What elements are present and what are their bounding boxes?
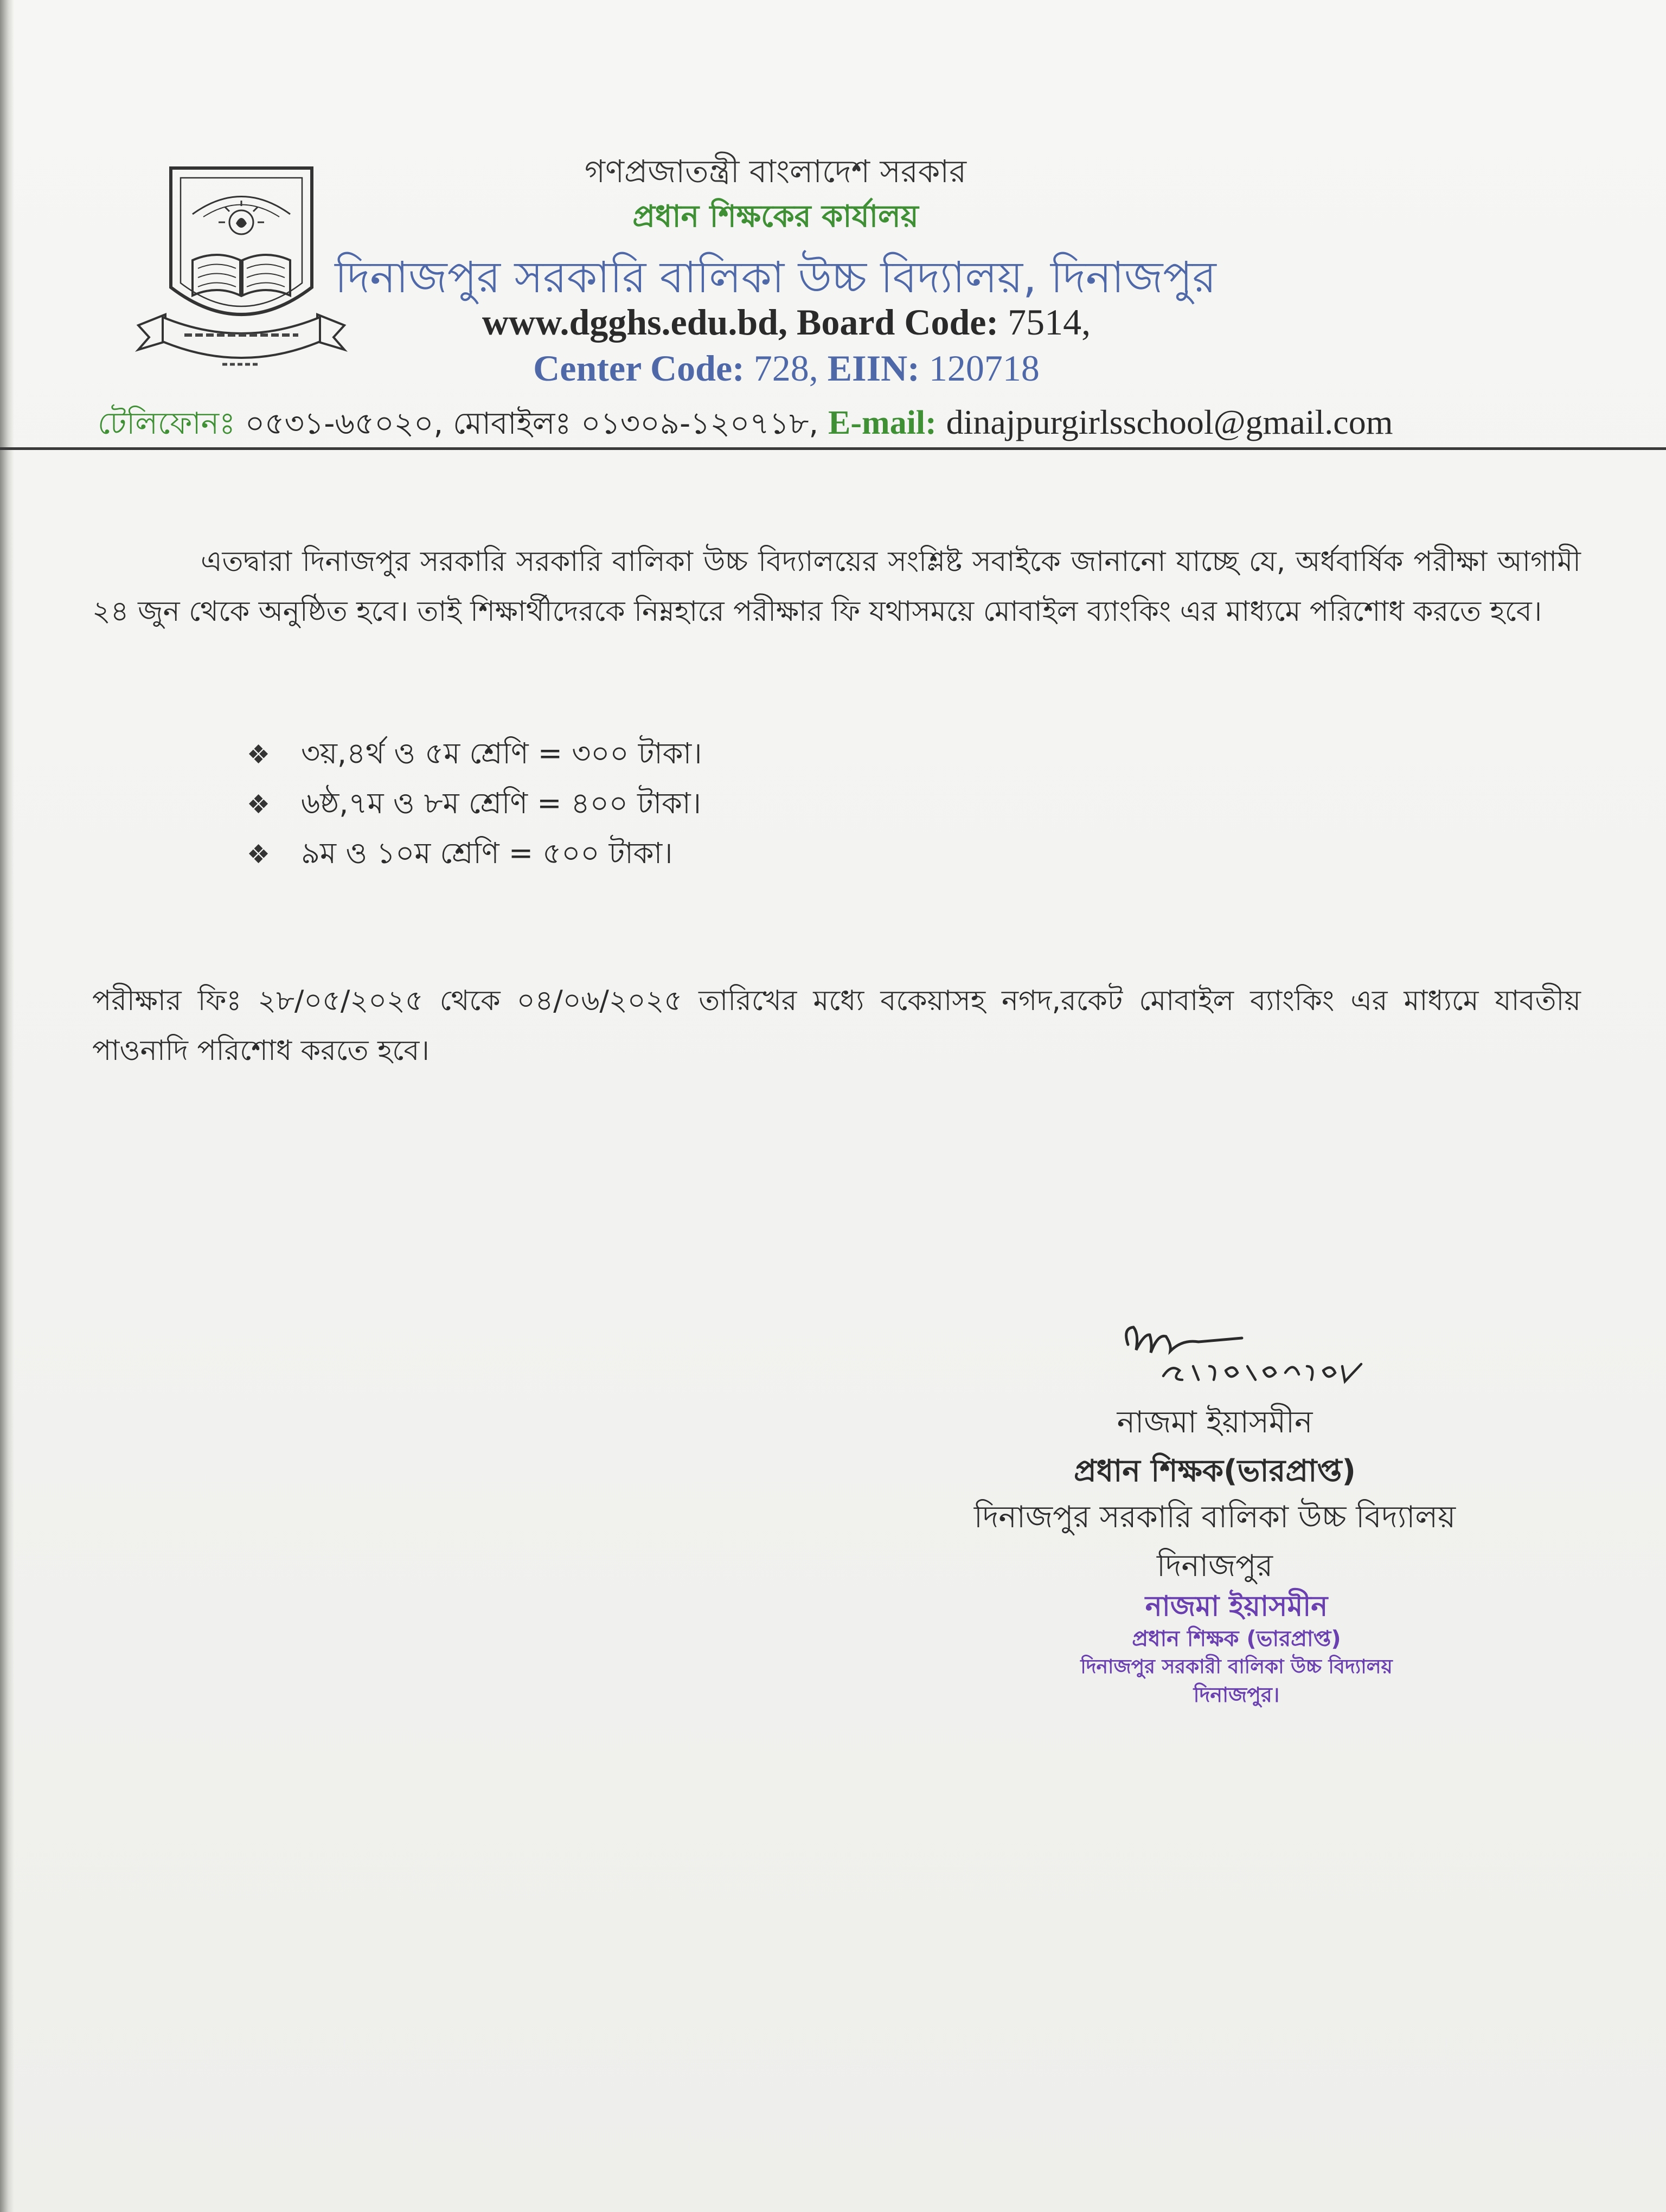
fee-item-text: ৬ষ্ঠ,৭ম ও ৮ম শ্রেণি = ৪০০ টাকা। (301, 786, 701, 820)
fee-item-text: ৩য়,৪র্থ ও ৫ম শ্রেণি = ৩০০ টাকা। (301, 736, 702, 770)
eiin-label: EIIN: (827, 348, 920, 389)
phone-label: টেলিফোনঃ (98, 406, 235, 441)
diamond-bullet-icon: ❖ (247, 839, 271, 870)
signatory-city: দিনাজপুর (1156, 1548, 1273, 1584)
header-divider (0, 447, 1666, 450)
center-code-value: 728, (753, 348, 818, 389)
diamond-bullet-icon: ❖ (247, 740, 271, 770)
fee-item (247, 829, 702, 879)
website-board-code-line (325, 301, 1247, 344)
school-name-heading: দিনাজপুর সরকারি বালিকা উচ্চ বিদ্যালয়, দিনাজপুর (335, 252, 1216, 303)
diamond-bullet-icon: ❖ (247, 789, 271, 820)
board-code-value: 7514, (1008, 301, 1091, 343)
exam-fee-list (247, 729, 702, 879)
seal-city: দিনাজপুর। (1193, 1683, 1280, 1707)
mobile-value: ০১৩০৯-১২০৭১৮, (581, 406, 819, 441)
phone-value: ০৫৩১-৬৫০২০, (245, 406, 444, 441)
seal-title: প্রধান শিক্ষক (ভারপ্রাপ্ত) (1132, 1626, 1341, 1651)
seal-school: দিনাজপুর সরকারী বালিকা উচ্চ বিদ্যালয় (1080, 1656, 1393, 1678)
notice-intro-paragraph: এতদ্বারা দিনাজপুর সরকারি সরকারি বালিকা উচ্চ বিদ্যালয়ের সংশ্লিষ্ট সবাইকে জানানো যাচ্ছে যে, অর্ধবার্ষিক পরীক্ষা আগামী ২৪ জুন থেকে অনুষ্ঠিত হবে। তাই শিক্ষার্থীদেরকে নিম্নহারে পরীক্ষার ফি যথাসময়ে মোবাইল ব্যাংকিং এর মাধ্যমে পরিশোধ করতে হবে। (92, 545, 1581, 628)
email-label: E-mail: (828, 404, 937, 441)
center-code-label: Center Code: (533, 348, 745, 389)
board-code-label: Board Code: (797, 301, 999, 343)
center-code-eiin-line (325, 347, 1247, 390)
fee-item (247, 729, 702, 779)
handwritten-signature (1117, 1312, 1421, 1393)
contact-line (98, 400, 1616, 451)
fee-item-text: ৯ম ও ১০ম শ্রেণি = ৫০০ টাকা। (301, 836, 673, 870)
signatory-title: প্রধান শিক্ষক(ভারপ্রাপ্ত) (1073, 1454, 1356, 1489)
signatory-school: দিনাজপুর সরকারি বালিকা উচ্চ বিদ্যালয় (973, 1500, 1456, 1535)
signatory-name: নাজমা ইয়াসমীন (1117, 1405, 1313, 1440)
website-link[interactable]: www.dgghs.edu.bd, (482, 301, 787, 343)
office-title: প্রধান শিক্ষকের কার্যালয় (632, 199, 919, 234)
official-seal-stamp (965, 1589, 1508, 1709)
mobile-label: মোবাইলঃ (453, 406, 572, 441)
page-shadow-edge (0, 0, 14, 2212)
seal-name: নাজমা ইয়াসমীন (1145, 1590, 1328, 1623)
government-title: গণপ্রজাতন্ত্রী বাংলাদেশ সরকার (584, 153, 967, 190)
eiin-value: 120718 (928, 348, 1040, 389)
fee-item (247, 779, 702, 829)
payment-instruction-paragraph: পরীক্ষার ফিঃ ২৮/০৫/২০২৫ থেকে ০৪/০৬/২০২৫ তারিখের মধ্যে বকেয়াসহ নগদ,রকেট মোবাইল ব্যাংকিং এর মাধ্যমে যাবতীয় পাওনাদি পরিশোধ করতে হবে। (92, 985, 1581, 1067)
email-address[interactable]: dinajpurgirlsschool@gmail.com (946, 403, 1393, 441)
